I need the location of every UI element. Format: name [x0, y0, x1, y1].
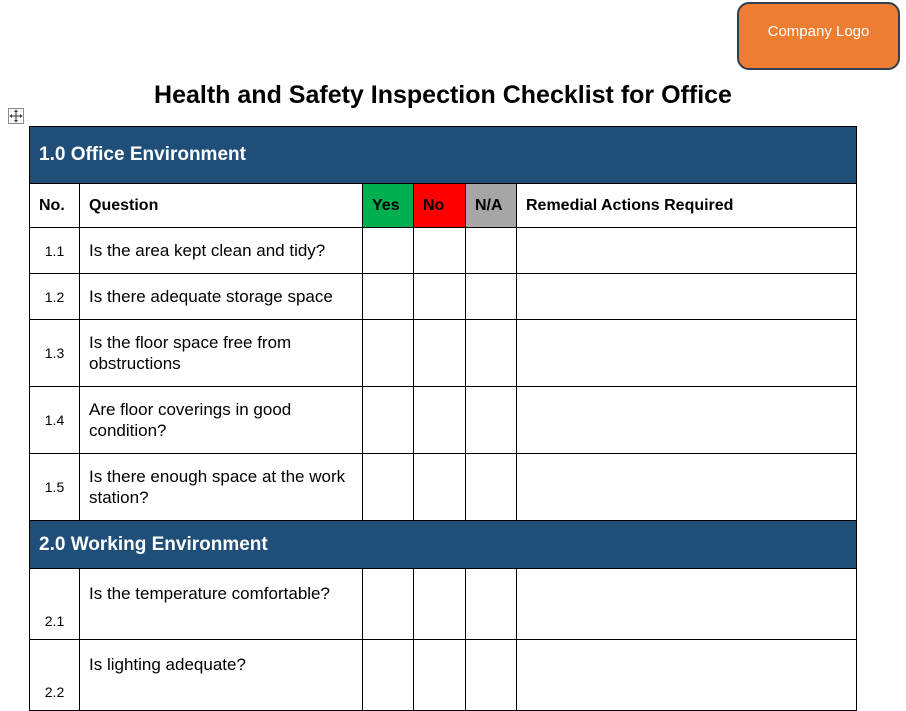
inspection-checklist-table — [29, 126, 857, 711]
section-header-office-environment — [30, 127, 857, 184]
na-cell[interactable] — [466, 454, 517, 521]
section-header-working-environment — [30, 521, 857, 569]
no-cell[interactable] — [414, 228, 466, 274]
row-question: Is the temperature comfortable? — [80, 569, 363, 640]
row-number: 1.2 — [30, 274, 80, 320]
row-question: Is there adequate storage space — [80, 274, 363, 320]
remedial-cell[interactable] — [517, 228, 857, 274]
row-number: 2.1 — [30, 569, 80, 640]
section-title: 1.0 Office Environment — [30, 127, 857, 184]
na-cell[interactable] — [466, 228, 517, 274]
row-number: 1.4 — [30, 387, 80, 454]
row-number: 1.1 — [30, 228, 80, 274]
no-cell[interactable] — [414, 640, 466, 711]
table-row — [30, 320, 857, 387]
na-cell[interactable] — [466, 640, 517, 711]
col-header-question: Question — [80, 184, 363, 228]
page-title: Health and Safety Inspection Checklist for Office — [154, 81, 732, 109]
no-cell[interactable] — [414, 387, 466, 454]
yes-cell[interactable] — [363, 228, 414, 274]
row-question: Is the area kept clean and tidy? — [80, 228, 363, 274]
table-row — [30, 228, 857, 274]
col-header-na: N/A — [466, 184, 517, 228]
no-cell[interactable] — [414, 454, 466, 521]
no-cell[interactable] — [414, 320, 466, 387]
row-question: Are floor coverings in good condition? — [80, 387, 363, 454]
row-number: 1.3 — [30, 320, 80, 387]
yes-cell[interactable] — [363, 387, 414, 454]
yes-cell[interactable] — [363, 454, 414, 521]
table-row — [30, 454, 857, 521]
na-cell[interactable] — [466, 320, 517, 387]
column-header-row — [30, 184, 857, 228]
company-logo-placeholder: Company Logo — [737, 2, 900, 70]
remedial-cell[interactable] — [517, 274, 857, 320]
yes-cell[interactable] — [363, 320, 414, 387]
remedial-cell[interactable] — [517, 569, 857, 640]
col-header-no-answer: No — [414, 184, 466, 228]
table-row — [30, 569, 857, 640]
row-number: 1.5 — [30, 454, 80, 521]
col-header-yes: Yes — [363, 184, 414, 228]
na-cell[interactable] — [466, 387, 517, 454]
row-number: 2.2 — [30, 640, 80, 711]
yes-cell[interactable] — [363, 274, 414, 320]
col-header-remedial: Remedial Actions Required — [517, 184, 857, 228]
row-question: Is there enough space at the work station? — [80, 454, 363, 521]
row-question: Is the floor space free from obstructions — [80, 320, 363, 387]
remedial-cell[interactable] — [517, 387, 857, 454]
no-cell[interactable] — [414, 274, 466, 320]
table-row — [30, 387, 857, 454]
no-cell[interactable] — [414, 569, 466, 640]
table-row — [30, 274, 857, 320]
yes-cell[interactable] — [363, 640, 414, 711]
yes-cell[interactable] — [363, 569, 414, 640]
remedial-cell[interactable] — [517, 640, 857, 711]
remedial-cell[interactable] — [517, 454, 857, 521]
remedial-cell[interactable] — [517, 320, 857, 387]
table-move-handle-icon[interactable] — [8, 108, 24, 124]
na-cell[interactable] — [466, 274, 517, 320]
table-row — [30, 640, 857, 711]
section-title: 2.0 Working Environment — [30, 521, 857, 569]
na-cell[interactable] — [466, 569, 517, 640]
col-header-no: No. — [30, 184, 80, 228]
row-question: Is lighting adequate? — [80, 640, 363, 711]
